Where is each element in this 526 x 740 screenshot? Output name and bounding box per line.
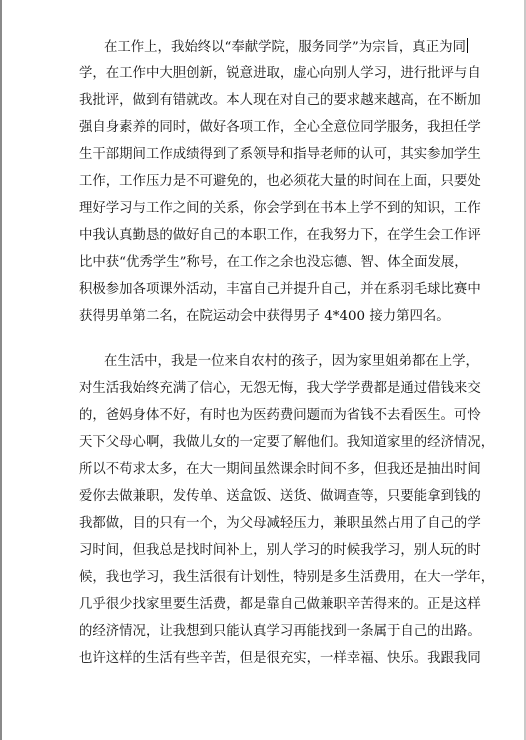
text-line: 天下父母心啊，我做儿女的一定要了解他们。我知道家里的经济情况， bbox=[79, 435, 495, 450]
text-line: 生干部期间工作成绩得到了系领导和指导老师的认可，其实参加学生 bbox=[79, 147, 481, 162]
text-line: 在工作上，我始终以“奉献学院，服务同学”为宗旨，真正为同 bbox=[104, 40, 466, 55]
text-line: 的经济情况，让我想到只能认真学习再能找到一条属于自己的出路。 bbox=[79, 624, 481, 639]
text-line: 强自身素养的同时，做好各项工作，全心全意位同学服务，我担任学 bbox=[79, 120, 481, 135]
text-line: 的，爸妈身体不好，有时也为医药费问题而为省钱不去看医生。可怜 bbox=[79, 408, 481, 423]
text-line: 获得男单第二名，在院运动会中获得男子 4*400 接力第四名。 bbox=[79, 309, 450, 324]
text-line: 工作，工作压力是不可避免的，也必须花大量的时间在上面，只要处 bbox=[79, 174, 481, 189]
text-line: 所以不苟求太多，在大一期间虽然课余时间不多，但我还是抽出时间 bbox=[79, 462, 481, 477]
text-cursor bbox=[467, 38, 468, 53]
text-line: 中我认真勤恳的做好自己的本职工作，在我努力下，在学生会工作评 bbox=[79, 228, 481, 243]
text-line: 几乎很少找家里要生活费，都是靠自己做兼职辛苦得来的。正是这样 bbox=[79, 597, 481, 612]
text-line: 理好学习与工作之间的关系，你会学到在书本上学不到的知识，工作 bbox=[79, 201, 481, 216]
text-line: 爱你去做兼职，发传单、送盒饭、送货、做调查等，只要能拿到钱的 bbox=[79, 489, 481, 504]
text-line: 学，在工作中大胆创新，锐意进取，虚心向别人学习，进行批评与自 bbox=[79, 66, 481, 81]
text-line: 我都做，目的只有一个，为父母减轻压力，兼职虽然占用了自己的学 bbox=[79, 516, 481, 531]
text-line: 我批评，做到有错就改。本人现在对自己的要求越来越高，在不断加 bbox=[79, 93, 481, 108]
text-line: 也许这样的生活有些辛苦，但是很充实，一样幸福、快乐。我跟我同 bbox=[79, 651, 481, 666]
text-line: 习时间，但我总是找时间补上，别人学习的时候我学习，别人玩的时 bbox=[79, 543, 481, 558]
text-line: 候，我也学习，我生活很有计划性，特别是多生活费用，在大一学年， bbox=[79, 570, 495, 585]
text-line: 对生活我始终充满了信心，无怨无悔，我大学学费都是通过借钱来交 bbox=[79, 381, 481, 396]
text-line: 比中获“优秀学生”称号，在工作之余也没忘德、智、体全面发展， bbox=[79, 255, 468, 270]
text-line: 在生活中，我是一位来自农村的孩子，因为家里姐弟都在上学， bbox=[104, 354, 479, 369]
text-line: 积极参加各项课外活动，丰富自己并提升自己，并在系羽毛球比赛中 bbox=[79, 282, 481, 297]
